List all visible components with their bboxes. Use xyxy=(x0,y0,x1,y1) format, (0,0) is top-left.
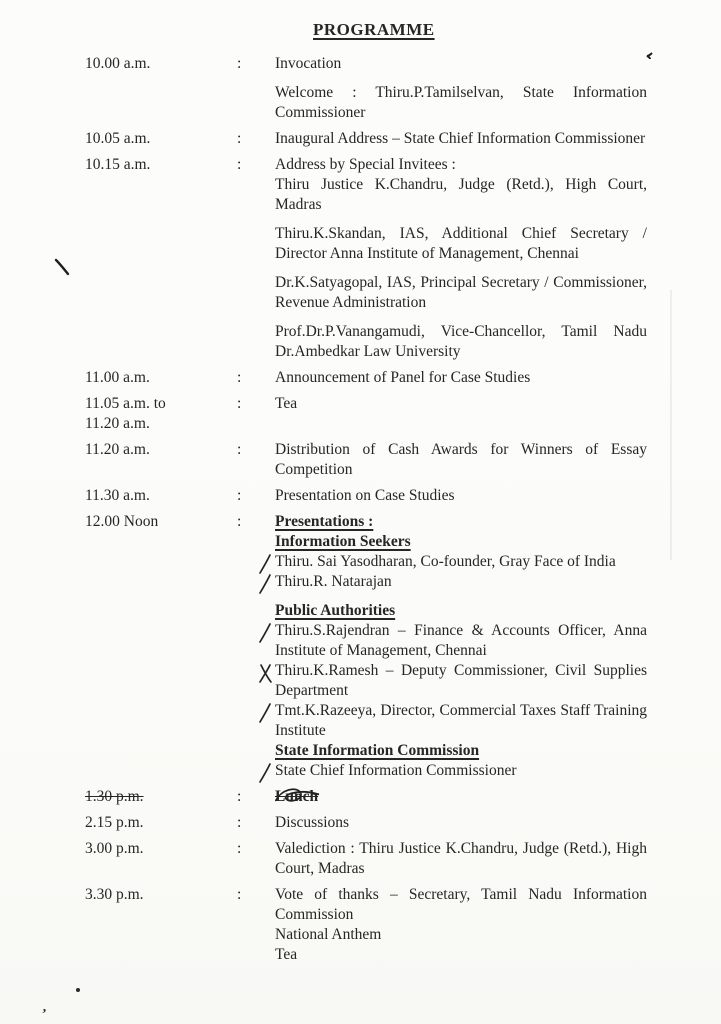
schedule xyxy=(85,54,657,965)
time-label xyxy=(85,787,237,807)
colon-separator: : xyxy=(237,814,242,831)
row-content xyxy=(275,394,647,434)
schedule-item xyxy=(275,572,647,592)
schedule-item xyxy=(275,761,647,781)
row-content xyxy=(275,368,647,388)
item-text: Address by Special Invitees : xyxy=(275,156,456,173)
schedule-row xyxy=(85,440,657,480)
schedule-item xyxy=(275,813,647,833)
time-label xyxy=(85,512,237,781)
section-heading xyxy=(275,741,647,761)
time-text: 1.30 p.m. xyxy=(85,788,144,805)
ink-dot-icon xyxy=(76,988,80,992)
pen-slash-icon xyxy=(258,573,273,595)
time-text: 11.20 a.m. xyxy=(85,415,150,432)
pen-slash-icon xyxy=(258,553,273,575)
schedule-item xyxy=(275,839,647,879)
schedule-item xyxy=(275,368,647,388)
row-content xyxy=(275,54,647,123)
schedule-item xyxy=(275,552,647,572)
time-text: 12.00 Noon xyxy=(85,513,159,530)
schedule-item xyxy=(275,945,647,965)
item-text: Thiru.K.Ramesh – Deputy Commissioner, Civil Supplies Department xyxy=(275,662,647,699)
schedule-row xyxy=(85,486,657,506)
section-heading xyxy=(275,532,647,552)
item-text: Information Seekers xyxy=(275,533,411,550)
item-text: Lunch xyxy=(275,787,318,807)
schedule-item xyxy=(275,885,647,925)
schedule-row xyxy=(85,368,657,388)
pen-x-icon xyxy=(258,662,273,684)
scan-artifact-line xyxy=(670,290,672,560)
schedule-item xyxy=(275,621,647,661)
schedule-item xyxy=(275,925,647,945)
schedule-item xyxy=(275,129,647,149)
pen-slash-icon xyxy=(258,622,273,644)
colon-separator: : xyxy=(237,395,242,412)
item-text: Public Authorities xyxy=(275,602,396,619)
row-content xyxy=(275,155,647,362)
schedule-item xyxy=(275,394,647,414)
pen-slash-icon xyxy=(258,702,273,724)
pen-slash-icon xyxy=(258,553,273,575)
time-text: 3.00 p.m. xyxy=(85,840,144,857)
pen-backslash-icon xyxy=(54,258,70,276)
time-label xyxy=(85,486,237,506)
schedule-row xyxy=(85,155,657,362)
colon-separator: : xyxy=(237,886,242,903)
colon-separator: : xyxy=(237,788,242,805)
row-content xyxy=(275,486,647,506)
time-text: 11.20 a.m. xyxy=(85,441,150,458)
item-text: State Chief Information Commissioner xyxy=(275,762,517,779)
time-label xyxy=(85,885,237,965)
schedule-item xyxy=(275,155,647,175)
colon-separator: : xyxy=(237,55,242,72)
row-content xyxy=(275,885,647,965)
colon-separator: : xyxy=(237,369,242,386)
item-text: Thiru Justice K.Chandru, Judge (Retd.), High Court, Madras xyxy=(275,176,647,213)
item-text: Welcome : Thiru.P.Tamilselvan, State Information Commissioner xyxy=(275,84,647,121)
schedule-item xyxy=(275,440,647,480)
time-label xyxy=(85,129,237,149)
pen-tick-icon xyxy=(646,52,653,60)
schedule-row xyxy=(85,839,657,879)
schedule-item xyxy=(275,322,647,362)
time-label xyxy=(85,54,237,123)
item-text: State Information Commission xyxy=(275,742,480,759)
time-text: 10.15 a.m. xyxy=(85,156,151,173)
row-content xyxy=(275,839,647,879)
item-text: Tmt.K.Razeeya, Director, Commercial Taxes Staff Training Institute xyxy=(275,702,647,739)
time-label xyxy=(85,813,237,833)
time-label xyxy=(85,368,237,388)
schedule-item xyxy=(275,701,647,741)
item-text: Presentations : xyxy=(275,513,374,530)
schedule-row xyxy=(85,813,657,833)
time-text: 11.05 a.m. to xyxy=(85,395,166,412)
item-text: Prof.Dr.P.Vanangamudi, Vice-Chancellor, Tamil Nadu Dr.Ambedkar Law University xyxy=(275,323,647,360)
time-label xyxy=(85,440,237,480)
colon-separator: : xyxy=(237,840,242,857)
time-text: 2.15 p.m. xyxy=(85,814,144,831)
schedule-item xyxy=(275,83,647,123)
schedule-item xyxy=(275,486,647,506)
item-text: Valediction : Thiru Justice K.Chandru, Judge (Retd.), High Court, Madras xyxy=(275,840,647,877)
schedule-row xyxy=(85,129,657,149)
schedule-row xyxy=(85,394,657,434)
page-title: PROGRAMME xyxy=(313,20,435,39)
row-content xyxy=(275,440,647,480)
item-text: Thiru.R. Natarajan xyxy=(275,573,392,590)
section-heading xyxy=(275,512,647,532)
ink-comma-icon: , xyxy=(42,999,48,1016)
pen-scribble-icon xyxy=(272,784,322,810)
time-text: 10.05 a.m. xyxy=(85,130,151,147)
pen-slash-icon xyxy=(258,762,273,784)
row-content xyxy=(275,129,647,149)
row-content xyxy=(275,512,647,781)
time-text: 3.30 p.m. xyxy=(85,886,144,903)
item-text: Vote of thanks – Secretary, Tamil Nadu Information Commission xyxy=(275,886,647,923)
item-text: Dr.K.Satyagopal, IAS, Principal Secretary / Commissioner, Revenue Administration xyxy=(275,274,647,311)
schedule-item xyxy=(275,54,647,74)
time-text: 11.30 a.m. xyxy=(85,487,150,504)
schedule-row xyxy=(85,512,657,781)
colon-separator: : xyxy=(237,487,242,504)
pen-slash-icon xyxy=(258,622,273,644)
schedule-item xyxy=(275,661,647,701)
pen-x-icon xyxy=(258,662,273,684)
schedule-row xyxy=(85,885,657,965)
item-text: Tea xyxy=(275,946,298,963)
time-label xyxy=(85,839,237,879)
time-label xyxy=(85,155,237,362)
item-text: Discussions xyxy=(275,814,350,831)
colon-separator: : xyxy=(237,513,242,530)
schedule-item xyxy=(275,175,647,215)
colon-separator: : xyxy=(237,441,242,458)
time-text: 11.00 a.m. xyxy=(85,369,150,386)
row-content xyxy=(275,813,647,833)
item-text: Announcement of Panel for Case Studies xyxy=(275,369,531,386)
item-text: Presentation on Case Studies xyxy=(275,487,455,504)
item-text: Inaugural Address – State Chief Information Commissioner xyxy=(275,130,646,147)
section-heading xyxy=(275,601,647,621)
colon-separator: : xyxy=(237,130,242,147)
item-text: Thiru.S.Rajendran – Finance & Accounts Officer, Anna Institute of Management, Chennai xyxy=(275,622,647,659)
schedule-row xyxy=(85,54,657,123)
item-text: Thiru. Sai Yasodharan, Co-founder, Gray Face of India xyxy=(275,553,616,570)
item-text: Invocation xyxy=(275,55,342,72)
time-text: 10.00 a.m. xyxy=(85,55,151,72)
time-label xyxy=(85,394,237,434)
pen-slash-icon xyxy=(258,762,273,784)
schedule-item xyxy=(275,273,647,313)
item-text: National Anthem xyxy=(275,926,382,943)
schedule-row xyxy=(85,787,657,807)
colon-separator: : xyxy=(237,156,242,173)
row-content xyxy=(275,787,647,807)
pen-slash-icon xyxy=(258,573,273,595)
schedule-item xyxy=(275,224,647,264)
pen-slash-icon xyxy=(258,702,273,724)
item-text: Tea xyxy=(275,395,298,412)
item-text: Distribution of Cash Awards for Winners of Essay Competition xyxy=(275,441,647,478)
item-text: Thiru.K.Skandan, IAS, Additional Chief Secretary / Director Anna Institute of Management, Chennai xyxy=(275,225,647,262)
schedule-item xyxy=(275,787,647,807)
